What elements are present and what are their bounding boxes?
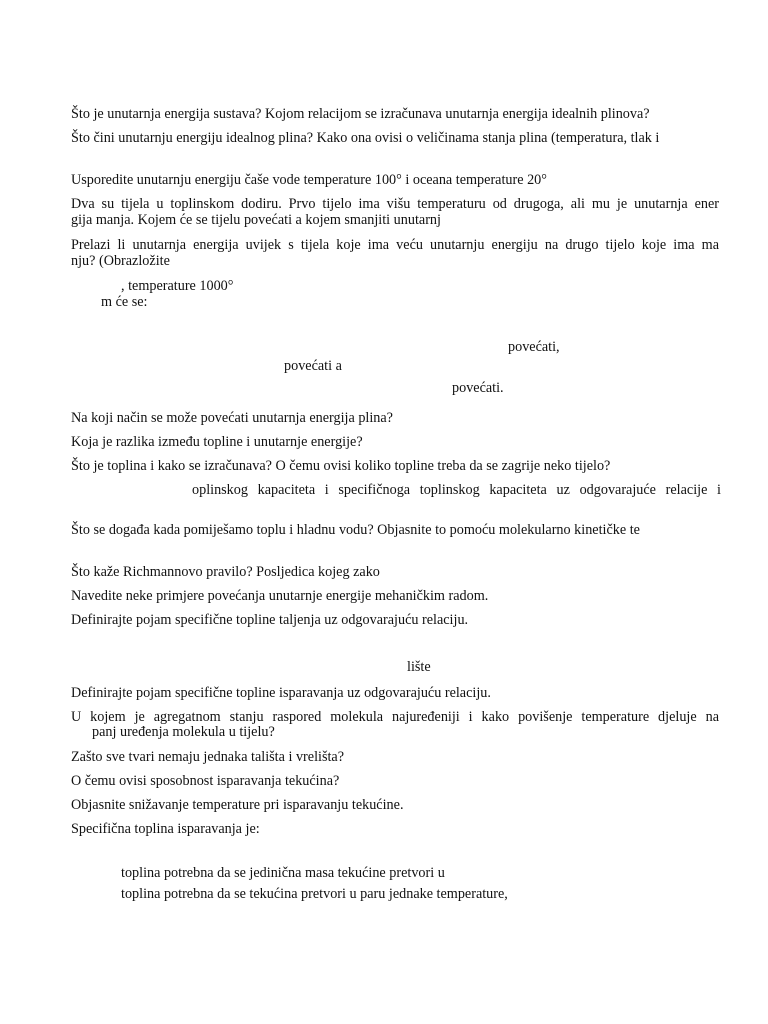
question-line: U kojem je agregatnom stanju raspored molekula najuređeniji i kako povišenje temperature djeluje na [71, 709, 719, 725]
fragment-line: , temperature 1000° [121, 278, 234, 294]
question-line: O čemu ovisi sposobnost isparavanja tekućina? [71, 773, 340, 789]
question-line: Definirajte pojam specifične topline taljenja uz odgovarajuću relaciju. [71, 612, 469, 628]
question-line: gija manja. Kojem će se tijelu povećati a kojem smanjiti unutarnj [71, 212, 441, 228]
question-line: Navedite neke primjere povećanja unutarnje energije mehaničkim radom. [71, 588, 489, 604]
question-line: Objasnite snižavanje temperature pri isparavanju tekućine. [71, 797, 404, 813]
question-line: Dva su tijela u toplinskom dodiru. Prvo tijelo ima višu temperaturu od drugoga, ali mu je unutarnja ener [71, 196, 719, 212]
fragment-line: povećati, [508, 339, 560, 355]
question-line: Specifična toplina isparavanja je: [71, 821, 260, 837]
fragment-line: lište [407, 659, 431, 675]
question-line: Definirajte pojam specifične topline isparavanja uz odgovarajuću relaciju. [71, 685, 491, 701]
fragment-line: povećati. [452, 380, 504, 396]
question-line: Prelazi li unutarnja energija uvijek s tijela koje ima veću unutarnju energiju na drugo tijelo koje ima ma [71, 237, 719, 253]
fragment-line: oplinskog kapaciteta i specifičnoga toplinskog kapaciteta uz odgovarajuće relacije i [192, 482, 721, 498]
fragment-line: m će se: [101, 294, 148, 310]
question-line: Usporedite unutarnju energiju čaše vode temperature 100° i oceana temperature 20° [71, 172, 547, 188]
question-line: Što je unutarnja energija sustava? Kojom relacijom se izračunava unutarnja energija idealnih plinova? [71, 106, 650, 122]
question-line: Na koji način se može povećati unutarnja energija plina? [71, 410, 393, 426]
answer-option: toplina potrebna da se jedinična masa tekućine pretvori u [121, 865, 445, 881]
question-line: Što čini unutarnju energiju idealnog plina? Kako ona ovisi o veličinama stanja plina (temperatura, tlak i [71, 130, 660, 146]
question-line: Što se događa kada pomiješamo toplu i hladnu vodu? Objasnite to pomoću molekularno kinetičke te [71, 522, 640, 538]
question-line: Koja je razlika između topline i unutarnje energije? [71, 434, 363, 450]
question-line: Zašto sve tvari nemaju jednaka tališta i vrelišta? [71, 749, 345, 765]
question-line: panj uređenja molekula u tijelu? [92, 724, 275, 740]
question-line: nju? (Obrazložite [71, 253, 170, 269]
answer-option: toplina potrebna da se tekućina pretvori u paru jednake temperature, [121, 886, 508, 902]
question-line: Što je toplina i kako se izračunava? O čemu ovisi koliko topline treba da se zagrije neko tijelo? [71, 458, 611, 474]
fragment-line: povećati a [284, 358, 342, 374]
question-line: Što kaže Richmannovo pravilo? Posljedica kojeg zako [71, 564, 380, 580]
